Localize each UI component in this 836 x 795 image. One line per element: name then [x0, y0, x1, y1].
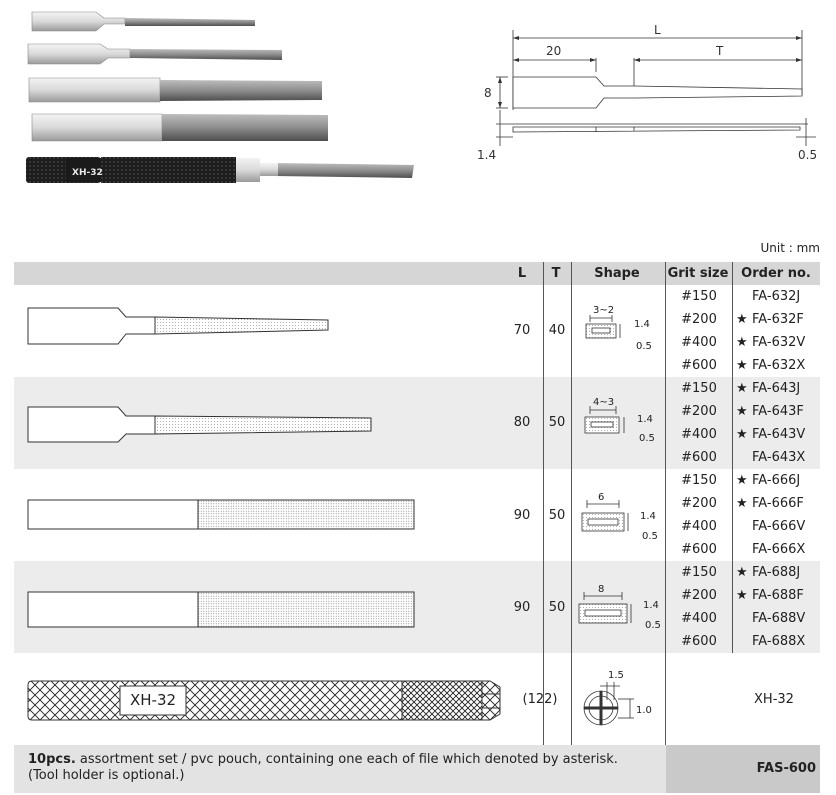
header-L: L: [517, 266, 527, 281]
row3-T: 50: [548, 508, 566, 523]
grit-1-3: #400: [681, 335, 717, 350]
order-2-2: FA-643F: [752, 404, 804, 419]
shape-t1-3: 1.4: [640, 511, 656, 522]
row4-T: 50: [548, 600, 566, 615]
shape-t2-4: 0.5: [645, 620, 661, 631]
dim-L-label: L: [654, 23, 661, 37]
shape-t2-3: 0.5: [642, 531, 658, 542]
order-4-2: FA-688F: [752, 588, 804, 603]
asterisk-marker: ★: [736, 335, 748, 350]
holder-order: XH-32: [754, 692, 794, 707]
asterisk-marker: ★: [736, 473, 748, 488]
order-3-1: FA-666J: [752, 473, 801, 488]
holder-L: (122): [522, 692, 558, 707]
grit-3-2: #200: [681, 496, 717, 511]
order-2-3: FA-643V: [752, 427, 806, 442]
grit-4-3: #400: [681, 611, 717, 626]
asterisk-marker: ★: [736, 496, 748, 511]
grit-1-1: #150: [681, 289, 717, 304]
asterisk-marker: ★: [736, 312, 748, 327]
dim-20-label: 20: [546, 44, 562, 58]
order-4-4: FA-688X: [752, 634, 806, 649]
grit-3-4: #600: [681, 542, 717, 557]
holder-drawing-label: XH-32: [130, 691, 177, 709]
holder-dim-b: 1.0: [636, 705, 652, 716]
file-drawing-1: [28, 308, 328, 344]
shape-width-1: 3~2: [593, 305, 615, 316]
row2-L: 80: [513, 415, 531, 430]
shape-width-2: 4~3: [593, 397, 615, 408]
grit-2-3: #400: [681, 427, 717, 442]
order-3-4: FA-666X: [752, 542, 806, 557]
row4-L: 90: [513, 600, 531, 615]
row1-T: 40: [548, 323, 566, 338]
grit-4-1: #150: [681, 565, 717, 580]
grit-1-4: #600: [681, 358, 717, 373]
row2-T: 50: [548, 415, 566, 430]
asterisk-marker: ★: [736, 588, 748, 603]
grit-2-1: #150: [681, 381, 717, 396]
shape-icon-4: [579, 592, 631, 623]
footer-bold: 10pcs.: [28, 752, 76, 767]
order-2-4: FA-643X: [752, 450, 806, 465]
file-drawing-3: [28, 500, 414, 529]
grit-4-4: #600: [681, 634, 717, 649]
shape-t1-4: 1.4: [643, 600, 659, 611]
header-grit: Grit size: [667, 266, 729, 281]
footer-set-order: FAS-600: [756, 761, 816, 776]
header-T: T: [551, 266, 561, 281]
order-2-1: FA-643J: [752, 381, 801, 396]
unit-label: Unit : mm: [760, 241, 820, 255]
asterisk-marker: ★: [736, 358, 748, 373]
order-1-3: FA-632V: [752, 335, 806, 350]
order-1-1: FA-632J: [752, 289, 801, 304]
dim-1.4-label: 1.4: [477, 148, 497, 162]
asterisk-marker: ★: [736, 404, 748, 419]
shape-t2-2: 0.5: [639, 433, 655, 444]
grit-2-2: #200: [681, 404, 717, 419]
holder-drawing: [28, 681, 500, 720]
grit-2-4: #600: [681, 450, 717, 465]
photo-handle-label: XH-32: [72, 168, 103, 178]
header-shape: Shape: [594, 266, 640, 281]
footer-line2: (Tool holder is optional.): [28, 768, 185, 783]
dim-T-label: T: [716, 44, 724, 58]
order-3-3: FA-666V: [752, 519, 806, 534]
grit-1-2: #200: [681, 312, 717, 327]
asterisk-marker: ★: [736, 565, 748, 580]
shape-icon-1: [586, 315, 620, 338]
footer-line1: assortment set / pvc pouch, containing one each of file which denoted by asterisk.: [75, 752, 618, 767]
shape-t2-1: 0.5: [636, 341, 652, 352]
asterisk-marker: ★: [736, 427, 748, 442]
order-4-1: FA-688J: [752, 565, 801, 580]
row1-L: 70: [513, 323, 531, 338]
grit-4-2: #200: [681, 588, 717, 603]
order-3-2: FA-666F: [752, 496, 804, 511]
shape-width-4: 8: [598, 584, 605, 595]
shape-t1-1: 1.4: [634, 319, 650, 330]
file-drawing-2: [28, 407, 371, 442]
order-1-4: FA-632X: [752, 358, 806, 373]
holder-end-view-icon: [584, 682, 634, 725]
grit-3-1: #150: [681, 473, 717, 488]
row3-L: 90: [513, 508, 531, 523]
header-order: Order no.: [741, 266, 811, 281]
dim-8-label: 8: [484, 86, 492, 100]
footer-description: [28, 752, 658, 784]
shape-icon-3: [582, 500, 628, 531]
holder-dim-a: 1.5: [608, 670, 624, 681]
file-drawing-4: [28, 592, 414, 627]
shape-icon-2: [585, 406, 624, 433]
order-1-2: FA-632F: [752, 312, 804, 327]
asterisk-marker: ★: [736, 381, 748, 396]
grit-3-3: #400: [681, 519, 717, 534]
shape-width-3: 6: [598, 492, 605, 503]
dim-0.5-label: 0.5: [798, 148, 818, 162]
shape-t1-2: 1.4: [637, 414, 653, 425]
order-4-3: FA-688V: [752, 611, 806, 626]
